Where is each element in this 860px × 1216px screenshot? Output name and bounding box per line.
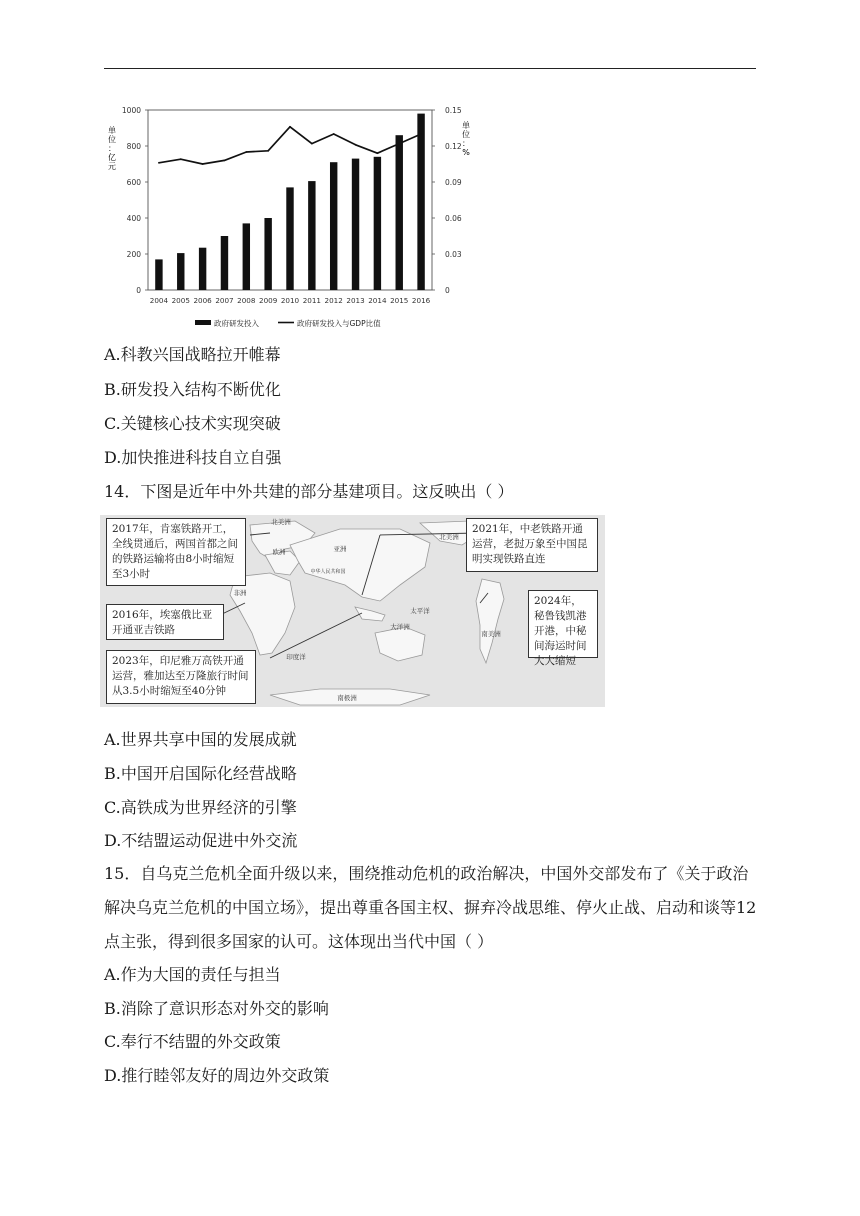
q13-option-d[interactable]: D.加快推进科技自立自强 [104,448,282,467]
legend-bar-swatch [195,320,211,325]
x-tick-label: 2004 [149,296,169,305]
map-label-indian-ocean: 印度洋 [286,653,306,661]
bar-2012 [330,162,337,290]
right-tick-label: 0.09 [445,178,462,187]
right-tick-label: 0.12 [445,142,462,151]
legend-bar-label: 政府研发投入 [214,319,259,328]
q14-option-c[interactable]: C.高铁成为世界经济的引擎 [104,798,297,817]
right-tick-label: 0.15 [445,106,462,115]
map-label-africa: 非洲 [233,589,247,597]
callout-laos-railway: 2021年，中老铁路开通运营，老挝万象至中国昆明实现铁路直连 [466,518,598,572]
x-tick-label: 2012 [324,296,343,305]
ratio-point-2016 [420,133,422,135]
callout-peru-port: 2024年，秘鲁钱凯港开港，中秘间海运时间大大缩短 [528,590,598,658]
ratio-point-2013 [355,144,357,146]
x-tick-label: 2006 [193,296,212,305]
right-tick-label: 0.06 [445,214,462,223]
map-label-south-america: 南美洲 [481,630,501,638]
q14-option-b[interactable]: B.中国开启国际化经营战略 [104,764,297,783]
map-label-asia: 亚洲 [333,545,347,553]
ratio-point-2015 [398,143,400,145]
x-tick-label: 2014 [368,296,387,305]
bar-2004 [155,259,162,290]
x-tick-label: 2015 [390,296,409,305]
bar-2015 [396,135,403,290]
bar-2006 [199,248,206,290]
map-label-antarctica: 南极洲 [337,694,357,702]
bar-2009 [264,218,271,290]
left-tick-label: 400 [126,214,141,223]
ratio-point-2009 [267,150,269,152]
right-tick-label: 0 [445,286,450,295]
x-tick-label: 2009 [259,296,278,305]
left-tick-label: 600 [126,178,141,187]
callout-ethiopia-railway: 2016年，埃塞俄比亚开通亚吉铁路 [106,604,224,640]
right-axis-label: 单位：% [462,121,470,157]
ratio-point-2004 [158,162,160,164]
q15-stem: 15．自乌克兰危机全面升级以来，围绕推动危机的政治解决，中国外交部发布了《关于政治解决乌克兰危机的中国立场》，提出尊重各国主权、摒弃冷战思维、停火止战、启动和谈等12点主张，得到很多国家的认可。这体现出当代中国（ ） [104,864,757,951]
bar-2010 [286,187,293,290]
x-tick-label: 2011 [302,296,321,305]
map-label-pacific: 太平洋 [410,607,430,615]
q14-option-d[interactable]: D.不结盟运动促进中外交流 [104,831,298,850]
x-tick-label: 2008 [237,296,256,305]
ratio-line [159,127,421,164]
bar-2013 [352,159,359,290]
map-label-europe: 欧洲 [272,548,286,556]
map-label-north-america-west: 北美洲 [271,518,291,526]
left-tick-label: 200 [126,250,141,259]
rd-investment-chart [100,98,470,338]
map-label-north-america-east: 北美洲 [439,533,459,541]
callout-kenya-railway: 2017年，肯塞铁路开工，全线贯通后，两国首都之间的铁路运输将由8小时缩短至3小时 [106,518,246,586]
header-rule [104,68,756,69]
bar-2011 [308,181,315,290]
ratio-point-2007 [224,160,226,162]
q15-option-c[interactable]: C.奉行不结盟的外交政策 [104,1032,281,1051]
left-tick-label: 1000 [121,106,141,115]
legend-line-label: 政府研发投入与GDP比值 [297,319,381,328]
callout-indonesia-hsr: 2023年，印尼雅万高铁开通运营，雅加达至万隆旅行时间从3.5小时缩短至40分钟 [106,650,256,704]
x-tick-label: 2005 [171,296,190,305]
q14-stem: 14．下图是近年中外共建的部分基建项目。这反映出（ ） [104,482,514,501]
ratio-point-2014 [376,152,378,154]
q14-option-a[interactable]: A.世界共享中国的发展成就 [104,730,297,749]
bar-2007 [221,236,228,290]
map-label-oceania: 大洋洲 [390,623,410,631]
q15-option-d[interactable]: D.推行睦邻友好的周边外交政策 [104,1066,330,1085]
ratio-point-2008 [245,151,247,153]
left-axis-label: 单位：亿元 [108,126,116,171]
q13-option-c[interactable]: C.关键核心技术实现突破 [104,414,281,433]
chart-legend [195,318,381,328]
left-tick-label: 0 [136,286,141,295]
left-tick-label: 800 [126,142,141,151]
map-label-china: 中华人民共和国 [310,569,346,575]
bar-2014 [374,157,381,290]
q15-option-a[interactable]: A.作为大国的责任与担当 [104,965,281,984]
q13-option-a[interactable]: A.科教兴国战略拉开帷幕 [104,345,281,364]
x-tick-label: 2013 [346,296,365,305]
right-tick-label: 0.03 [445,250,462,259]
x-tick-label: 2007 [215,296,234,305]
bar-2008 [243,223,250,290]
q13-option-b[interactable]: B.研发投入结构不断优化 [104,380,281,399]
x-tick-label: 2010 [280,296,300,305]
ratio-point-2010 [289,126,291,128]
bar-2016 [417,114,424,290]
ratio-point-2005 [180,158,182,160]
ratio-point-2012 [333,133,335,135]
ratio-point-2011 [311,143,313,145]
x-tick-label: 2016 [411,296,431,305]
bar-2005 [177,253,184,290]
q15-option-b[interactable]: B.消除了意识形态对外交的影响 [104,999,329,1018]
ratio-point-2006 [202,163,204,165]
